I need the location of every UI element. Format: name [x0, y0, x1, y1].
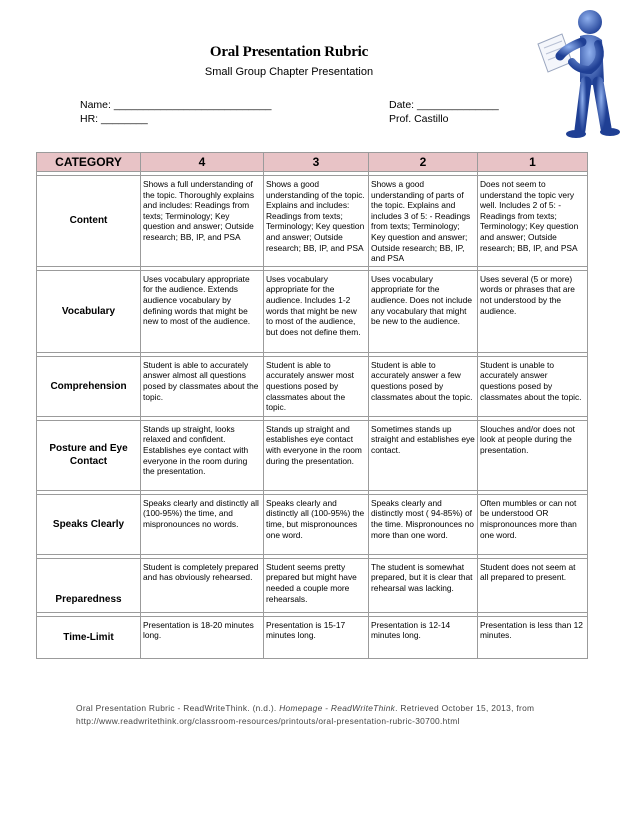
category-cell: Posture and Eye Contact — [37, 420, 141, 490]
rubric-cell: Shows a good understanding of parts of the topic. Explains and includes 3 of 5: - Readings from texts; Terminology; Key question and answer; Outside research; BB, IP, and PSA — [369, 176, 478, 267]
table-row — [37, 176, 588, 267]
citation-title: Homepage - ReadWriteThink — [279, 703, 396, 713]
rubric-cell: Presentation is 12-14 minutes long. — [369, 616, 478, 658]
column-header: 2 — [369, 153, 478, 172]
table-row — [37, 558, 588, 612]
citation-text: Oral Presentation Rubric - ReadWriteThink. (n.d.). — [76, 703, 280, 713]
column-header: 1 — [478, 153, 588, 172]
hr-field: HR: ________ — [80, 113, 148, 125]
rubric-cell: Stands up straight, looks relaxed and confident. Establishes eye contact with everyone in the room during the presentation. — [141, 420, 264, 490]
rubric-cell: Speaks clearly and distinctly most ( 94-85%) of the time. Mispronounces no more than one word. — [369, 494, 478, 554]
page-subtitle: Small Group Chapter Presentation — [204, 66, 374, 78]
citation-url: http://www.readwritethink.org/classroom-resources/printouts/oral-presentation-rubric-30700.html — [76, 716, 460, 726]
rubric-cell: The student is somewhat prepared, but it is clear that rehearsal was lacking. — [369, 558, 478, 612]
table-header-row — [37, 153, 588, 172]
citation-footer — [76, 702, 576, 728]
rubric-cell: Presentation is less than 12 minutes. — [478, 616, 588, 658]
rubric-cell: Uses vocabulary appropriate for the audience. Does not include any vocabulary that might be new to the audience. — [369, 270, 478, 352]
rubric-cell: Student is completely prepared and has obviously rehearsed. — [141, 558, 264, 612]
table-row — [37, 616, 588, 658]
rubric-cell: Student is able to accurately answer most questions posed by classmates about the topic. — [264, 356, 369, 416]
rubric-cell: Uses vocabulary appropriate for the audience. Includes 1-2 words that might be new to most of the audience, but does not define them. — [264, 270, 369, 352]
category-cell: Time-Limit — [37, 616, 141, 658]
column-header: 4 — [141, 153, 264, 172]
rubric-cell: Speaks clearly and distinctly all (100-95%) the time, but mispronounces one word. — [264, 494, 369, 554]
category-cell: Preparedness — [37, 558, 141, 612]
rubric-cell: Does not seem to understand the topic very well. Includes 2 of 5: - Readings from texts; Terminology; Key question and answer; Outside research; BB, IP, and PSA — [478, 176, 588, 267]
category-cell: Comprehension — [37, 356, 141, 416]
table-row — [37, 270, 588, 352]
table-row — [37, 420, 588, 490]
rubric-cell: Student does not seem at all prepared to present. — [478, 558, 588, 612]
date-field: Date: ______________ — [389, 99, 499, 111]
category-cell: Vocabulary — [37, 270, 141, 352]
rubric-cell: Slouches and/or does not look at people during the presentation. — [478, 420, 588, 490]
category-cell: Content — [37, 176, 141, 267]
rubric-cell: Uses vocabulary appropriate for the audience. Extends audience vocabulary by defining words that might be new to most of the audience. — [141, 270, 264, 352]
rubric-cell: Shows a good understanding of the topic. Explains and includes: Readings from texts; Terminology; Key question and answer; Outside research; BB, IP, and PSA — [264, 176, 369, 267]
rubric-cell: Presentation is 18-20 minutes long. — [141, 616, 264, 658]
rubric-cell: Sometimes stands up straight and establishes eye contact. — [369, 420, 478, 490]
rubric-cell: Shows a full understanding of the topic. Thoroughly explains and includes: Readings from texts; Terminology; Key question and answer; Outside research; BB, IP, and PSA — [141, 176, 264, 267]
rubric-cell: Speaks clearly and distinctly all (100-95%) the time, and mispronounces no words. — [141, 494, 264, 554]
column-header: 3 — [264, 153, 369, 172]
rubric-cell: Presentation is 15-17 minutes long. — [264, 616, 369, 658]
column-header: CATEGORY — [37, 153, 141, 172]
table-row — [37, 356, 588, 416]
citation-retrieved: . Retrieved October 15, 2013, from — [395, 703, 535, 713]
rubric-cell: Uses several (5 or more) words or phrases that are not understood by the audience. — [478, 270, 588, 352]
teacher-name: Prof. Castillo — [389, 113, 449, 125]
table-row — [37, 494, 588, 554]
name-field: Name: ___________________________ — [80, 99, 272, 111]
rubric-cell: Often mumbles or can not be understood OR mispronounces more than one word. — [478, 494, 588, 554]
rubric-cell: Student seems pretty prepared but might have needed a couple more rehearsals. — [264, 558, 369, 612]
presenter-figure-icon — [500, 0, 630, 150]
rubric-table — [36, 152, 588, 659]
rubric-cell: Stands up straight and establishes eye contact with everyone in the room during the presentation. — [264, 420, 369, 490]
page-title: Oral Presentation Rubric — [209, 44, 369, 60]
category-cell: Speaks Clearly — [37, 494, 141, 554]
rubric-cell: Student is able to accurately answer almost all questions posed by classmates about the topic. — [141, 356, 264, 416]
rubric-cell: Student is unable to accurately answer questions posed by classmates about the topic. — [478, 356, 588, 416]
rubric-cell: Student is able to accurately answer a few questions posed by classmates about the topic. — [369, 356, 478, 416]
